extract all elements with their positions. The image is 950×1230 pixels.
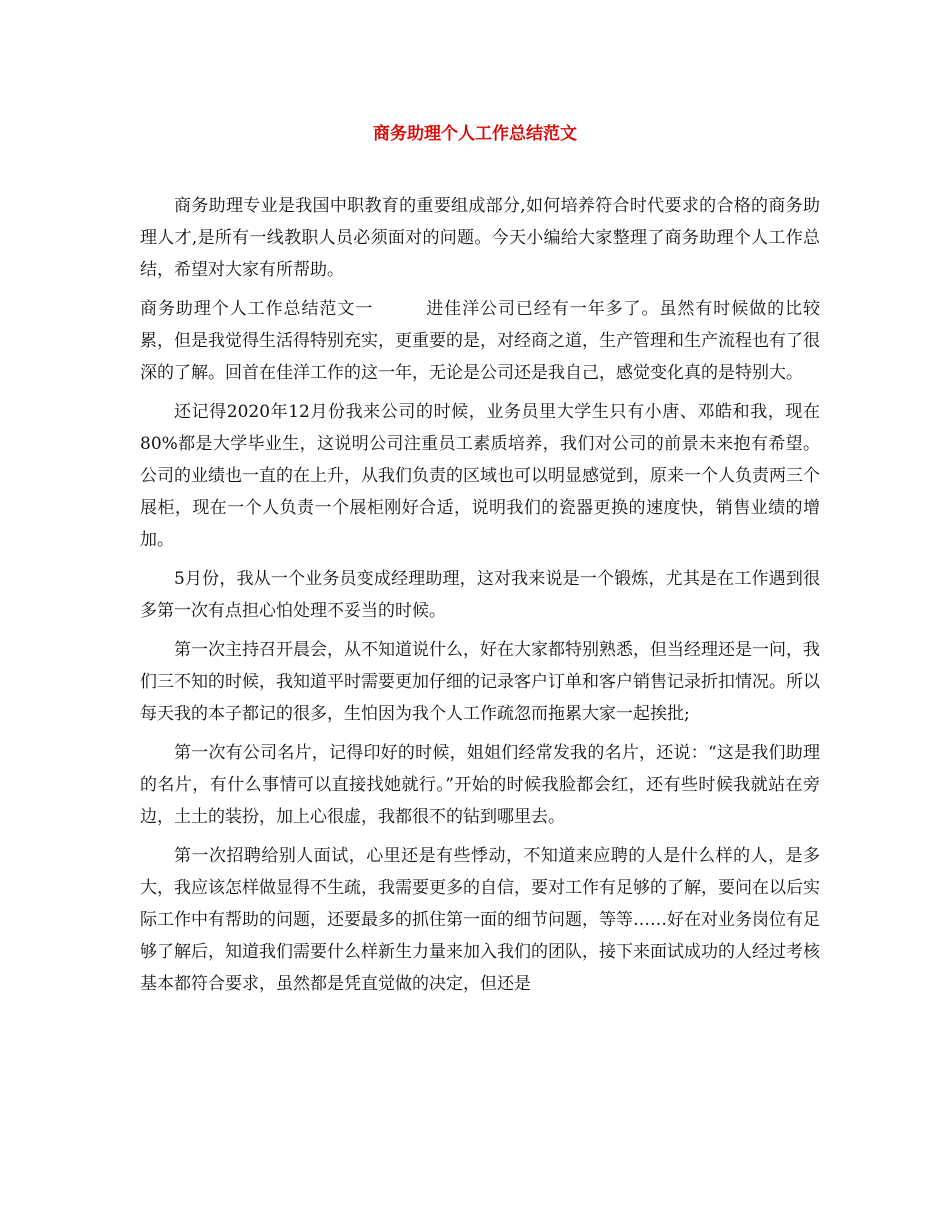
document-title: 商务助理个人工作总结范文 <box>373 124 577 144</box>
body-paragraph: 第一次主持召开晨会，从不知道说什么，好在大家都特别熟悉，但当经理还是一问，我们三不知的时候，我知道平时需要更加仔细的记录客户订单和客户销售记录折扣情况。所以每天我的本子都记的很多，生怕因为我个人工作疏忽而拖累大家一起挨批; <box>140 640 820 724</box>
section1-heading: 商务助理个人工作总结范文一 <box>140 299 374 319</box>
intro-paragraph: 商务助理专业是我国中职教育的重要组成部分,如何培养符合时代要求的合格的商务助理人才,是所有一线教职人员必须面对的问题。今天小编给大家整理了商务助理个人工作总结，希望对大家有所帮助。 <box>140 196 820 280</box>
body-paragraph: 第一次有公司名片，记得印好的时候，姐姐们经常发我的名片，还说：“这是我们助理的名片，有什么事情可以直接找她就行。”开始的时候我脸都会红，还有些时候我就站在旁边，土土的装扮，加上心很虚，我都很不的钻到哪里去。 <box>140 743 820 827</box>
document-body <box>140 190 820 1007</box>
body-paragraph: 5月份，我从一个业务员变成经理助理，这对我来说是一个锻炼，尤其是在工作遇到很多第一次有点担心怕处理不妥当的时候。 <box>140 569 820 621</box>
body-paragraph: 第一次招聘给别人面试，心里还是有些悸动，不知道来应聘的人是什么样的人，是多大，我应该怎样做显得不生疏，我需要更多的自信，要对工作有足够的了解，要问在以后实际工作中有帮助的问题，还要最多的抓住第一面的细节问题，等等……好在对业务岗位有足够了解后，知道我们需要什么样新生力量来加入我们的团队，接下来面试成功的人经过考核基本都符合要求，虽然都是凭直觉做的决定，但还是 <box>140 846 820 994</box>
section1-text: 进佳洋公司已经有一年多了。虽然有时候做的比较累，但是我觉得生活得特别充实，更重要的是，对经商之道，生产管理和生产流程也有了很深的了解。回首在佳洋工作的这一年，无论是公司还是我自己，感觉变化真的是特别大。 <box>140 299 821 383</box>
section1-paragraph <box>140 293 820 389</box>
body-paragraph: 还记得2020年12月份我来公司的时候，业务员里大学生只有小唐、邓皓和我，现在80%都是大学毕业生，这说明公司注重员工素质培养，我们对公司的前景未来抱有希望。公司的业绩也一直的在上升，从我们负责的区域也可以明显感觉到，原来一个人负责两三个展柜，现在一个人负责一个展柜刚好合适，说明我们的瓷器更换的速度快，销售业绩的增加。 <box>140 402 820 550</box>
